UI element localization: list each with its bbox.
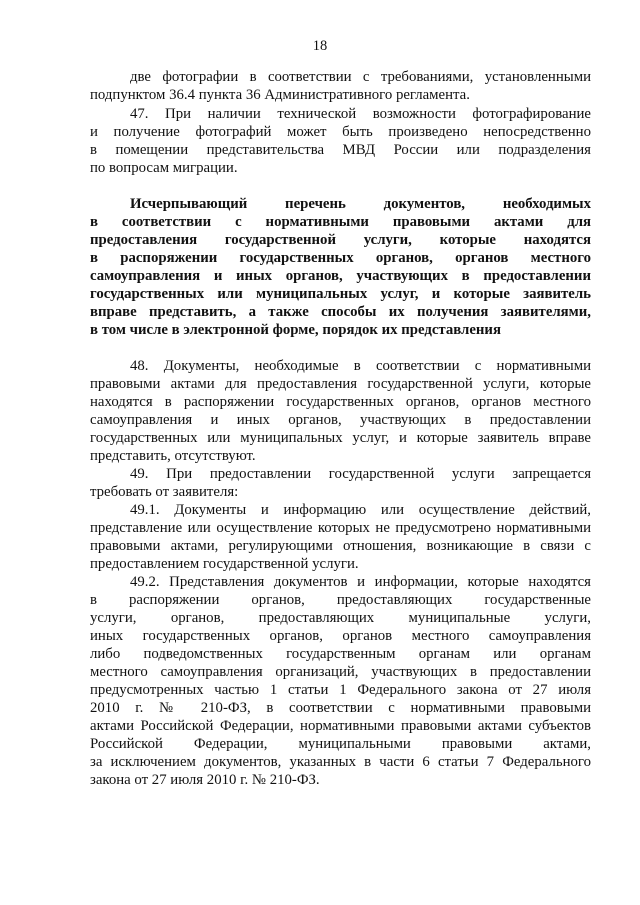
text-line: местного самоуправления организаций, участвующих в предоставлении [90, 664, 591, 680]
section-heading-line: Исчерпывающий перечень документов, необходимых [130, 196, 591, 212]
section-heading-line: в распоряжении государственных органов, органов местного [90, 250, 591, 266]
text-line: иных государственных органов, органов местного самоуправления [90, 628, 591, 644]
text-line: правовыми актами, регулирующими отношения, возникающие в связи с [90, 538, 591, 554]
section-heading-line: в соответствии с нормативными правовыми актами для [90, 214, 591, 230]
text-line: 2010 г. № 210-ФЗ, в соответствии с нормативными правовыми [90, 700, 591, 716]
text-line: в помещении представительства МВД России или подразделения [90, 142, 591, 158]
section-heading-line: государственных или муниципальных услуг, и которые заявитель [90, 286, 591, 302]
text-line: государственных или муниципальных услуг, и которые заявитель вправе [90, 430, 591, 446]
text-line: предусмотренных частью 1 статьи 1 Федерального закона от 27 июля [90, 682, 591, 698]
text-line: самоуправления и иных органов, участвующих в предоставлении [90, 412, 591, 428]
section-heading-line: предоставления государственной услуги, которые находятся [90, 232, 591, 248]
text-line: правовыми актами для предоставления государственной услуги, которые [90, 376, 591, 392]
text-line: 48. Документы, необходимые в соответствии с нормативными [130, 358, 591, 374]
page-number: 18 [312, 38, 328, 54]
text-line: актами Российской Федерации, нормативными правовыми актами субъектов [90, 718, 591, 734]
text-line: 49. При предоставлении государственной услуги запрещается [130, 466, 591, 482]
section-heading-line: вправе представить, а также способы их получения заявителями, [90, 304, 591, 320]
text-line: представление или осуществление которых не предусмотрено нормативными [90, 520, 591, 536]
text-line: 49.1. Документы и информацию или осуществление действий, [130, 502, 591, 518]
text-line: 49.2. Представления документов и информации, которые находятся [130, 574, 591, 590]
text-line: требовать от заявителя: [90, 484, 239, 500]
text-line: либо подведомственных государственным органам или органам [90, 646, 591, 662]
text-line: представить, отсутствуют. [90, 448, 256, 464]
text-line: две фотографии в соответствии с требованиями, установленными [130, 69, 591, 85]
text-line: Российской Федерации, муниципальными правовыми актами, [90, 736, 591, 752]
text-line: в распоряжении органов, предоставляющих государственные [90, 592, 591, 608]
text-line: предоставлением государственной услуги. [90, 556, 359, 572]
text-line: по вопросам миграции. [90, 160, 238, 176]
text-line: услуги, органов, предоставляющих муниципальные услуги, [90, 610, 591, 626]
text-line: и получение фотографий может быть произведено непосредственно [90, 124, 591, 140]
text-line: за исключением документов, указанных в части 6 статьи 7 Федерального [90, 754, 591, 770]
text-line: закона от 27 июля 2010 г. № 210-ФЗ. [90, 772, 320, 788]
section-heading-line: самоуправления и иных органов, участвующих в предоставлении [90, 268, 591, 284]
text-line: 47. При наличии технической возможности фотографирование [130, 106, 591, 122]
text-line: находятся в распоряжении государственных органов, органов местного [90, 394, 591, 410]
section-heading-line: в том числе в электронной форме, порядок их представления [90, 322, 501, 338]
text-line: подпунктом 36.4 пункта 36 Административного регламента. [90, 87, 470, 103]
